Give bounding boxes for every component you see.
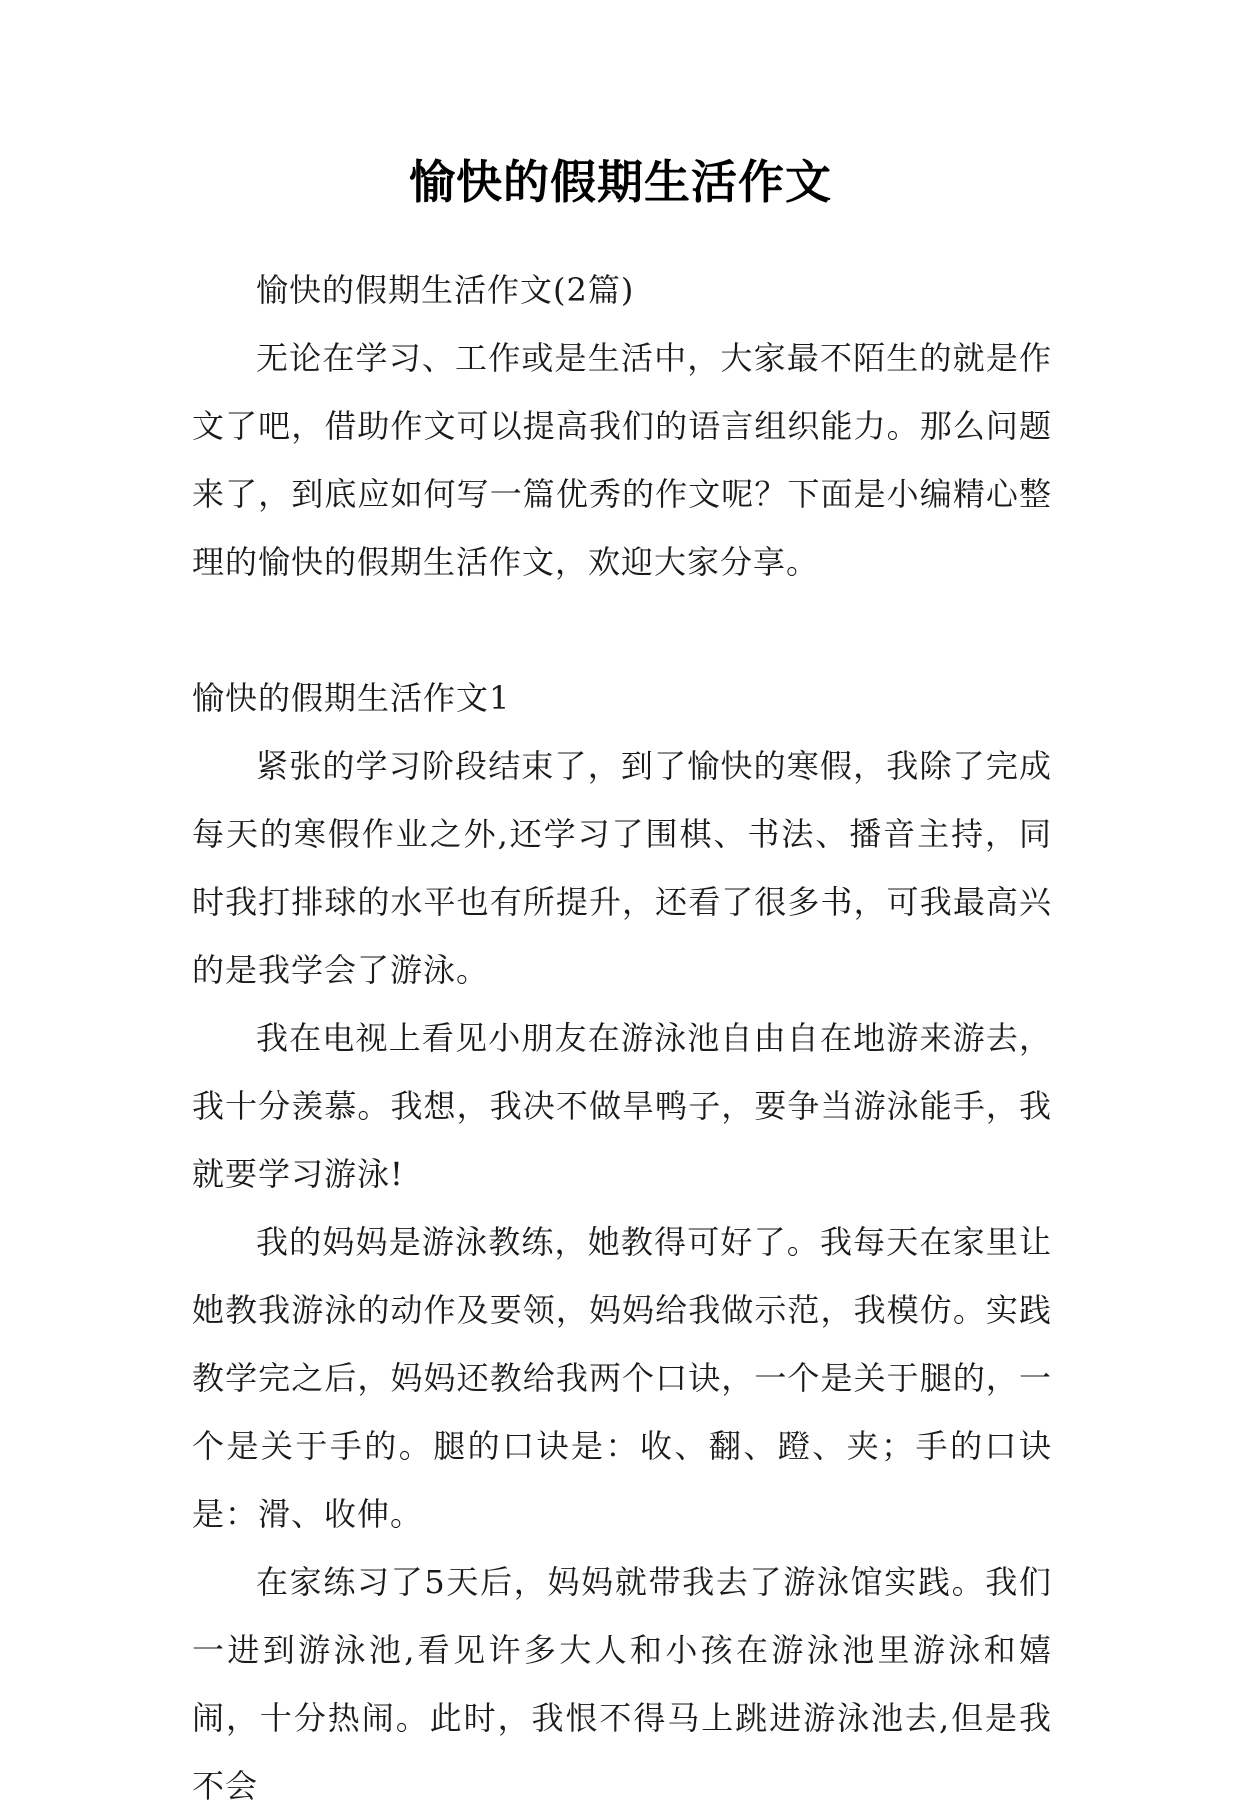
body-paragraph: 我的妈妈是游泳教练，她教得可好了。我每天在家里让她教我游泳的动作及要领，妈妈给我做示范，我模仿。实践教学完之后，妈妈还教给我两个口诀，一个是关于腿的，一个是关于手的。腿的口诀是：收、翻、蹬、夹；手的口诀是：滑、收伸。: [192, 1223, 1052, 1533]
section-gap: [192, 596, 1052, 664]
intro-paragraph: 无论在学习、工作或是生活中，大家最不陌生的就是作文了吧，借助作文可以提高我们的语言组织能力。那么问题来了，到底应如何写一篇优秀的作文呢？下面是小编精心整理的愉快的假期生活作文，欢迎大家分享。: [192, 339, 1052, 581]
body-paragraph: 我在电视上看见小朋友在游泳池自由自在地游来游去，我十分羡慕。我想，我决不做旱鸭子，要争当游泳能手，我就要学习游泳!: [192, 1019, 1052, 1193]
body-paragraph: 紧张的学习阶段结束了，到了愉快的寒假，我除了完成每天的寒假作业之外,还学习了围棋、书法、播音主持，同时我打排球的水平也有所提升，还看了很多书，可我最高兴的是我学会了游泳。: [192, 747, 1052, 989]
document-body: [192, 256, 1052, 1820]
document-title: 愉快的假期生活作文: [409, 155, 832, 209]
section-heading: 愉快的假期生活作文1: [192, 679, 511, 717]
document-subtitle: 愉快的假期生活作文(2篇): [256, 271, 635, 309]
body-paragraph: 在家练习了5天后，妈妈就带我去了游泳馆实践。我们一进到游泳池,看见许多大人和小孩在游泳池里游泳和嬉闹，十分热闹。此时，我恨不得马上跳进游泳池去,但是我不会: [192, 1563, 1052, 1805]
